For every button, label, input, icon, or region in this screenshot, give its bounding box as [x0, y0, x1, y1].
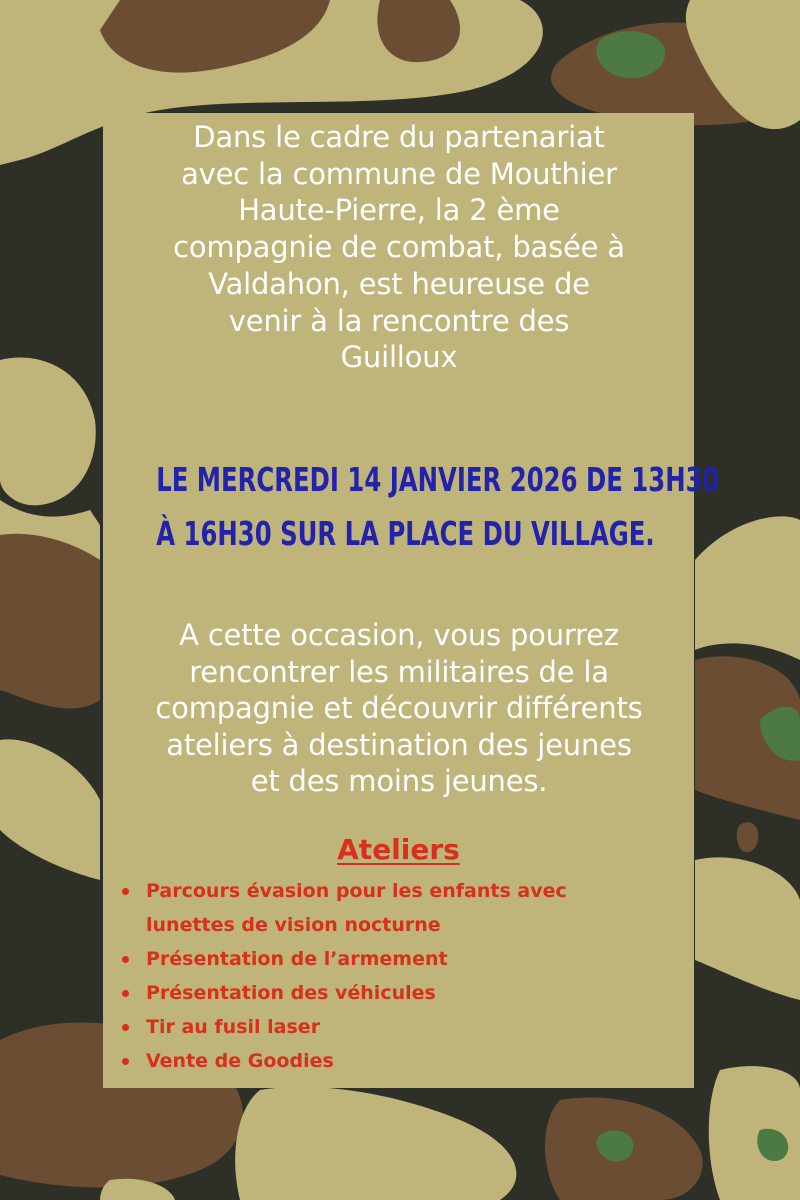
atelier-item	[103, 1044, 694, 1078]
intro-line: Valdahon, est heureuse de	[208, 266, 590, 301]
atelier-item	[103, 942, 694, 976]
bullet-icon	[122, 888, 129, 895]
atelier-item	[103, 976, 694, 1010]
atelier-item-line: Vente de Goodies	[146, 1050, 334, 1072]
occasion-line: A cette occasion, vous pourrez	[179, 618, 619, 652]
atelier-item	[103, 874, 694, 942]
intro-text	[100, 119, 698, 376]
intro-line: avec la commune de Mouthier	[181, 156, 617, 191]
ateliers-heading: Ateliers	[337, 833, 460, 866]
bullet-icon	[122, 1024, 129, 1031]
occasion-line: ateliers à destination des jeunes	[166, 727, 632, 762]
atelier-item-line: Parcours évasion pour les enfants avec	[146, 880, 567, 902]
intro-line: Haute-Pierre, la 2 ème	[238, 193, 560, 228]
bullet-icon	[122, 990, 129, 997]
ateliers-list	[103, 874, 694, 1078]
bullet-icon	[122, 956, 129, 963]
atelier-item-line: Présentation de l’armement	[146, 948, 448, 970]
event-line: À 16H30 SUR LA PLACE DU VILLAGE.	[156, 514, 655, 553]
event-line: LE MERCREDI 14 JANVIER 2026 DE 13H30	[156, 460, 720, 499]
bullet-icon	[122, 1058, 129, 1065]
atelier-item	[103, 1010, 694, 1044]
atelier-item-line: Tir au fusil laser	[146, 1016, 321, 1038]
camo-tan-shape	[709, 1066, 800, 1200]
occasion-line: rencontrer les militaires de la	[189, 654, 609, 689]
event-date-text	[156, 453, 720, 561]
intro-line: venir à la rencontre des	[228, 303, 570, 338]
info-panel	[103, 113, 720, 1088]
occasion-line: compagnie et découvrir différents	[155, 691, 643, 725]
occasion-text	[100, 617, 698, 800]
intro-line: Guilloux	[340, 340, 458, 375]
intro-line: Dans le cadre du partenariat	[193, 120, 605, 154]
atelier-item-line: lunettes de vision nocturne	[146, 914, 441, 936]
intro-line: compagnie de combat, basée à	[173, 230, 625, 265]
occasion-line: et des moins jeunes.	[250, 764, 548, 798]
atelier-item-line: Présentation des véhicules	[146, 982, 436, 1004]
